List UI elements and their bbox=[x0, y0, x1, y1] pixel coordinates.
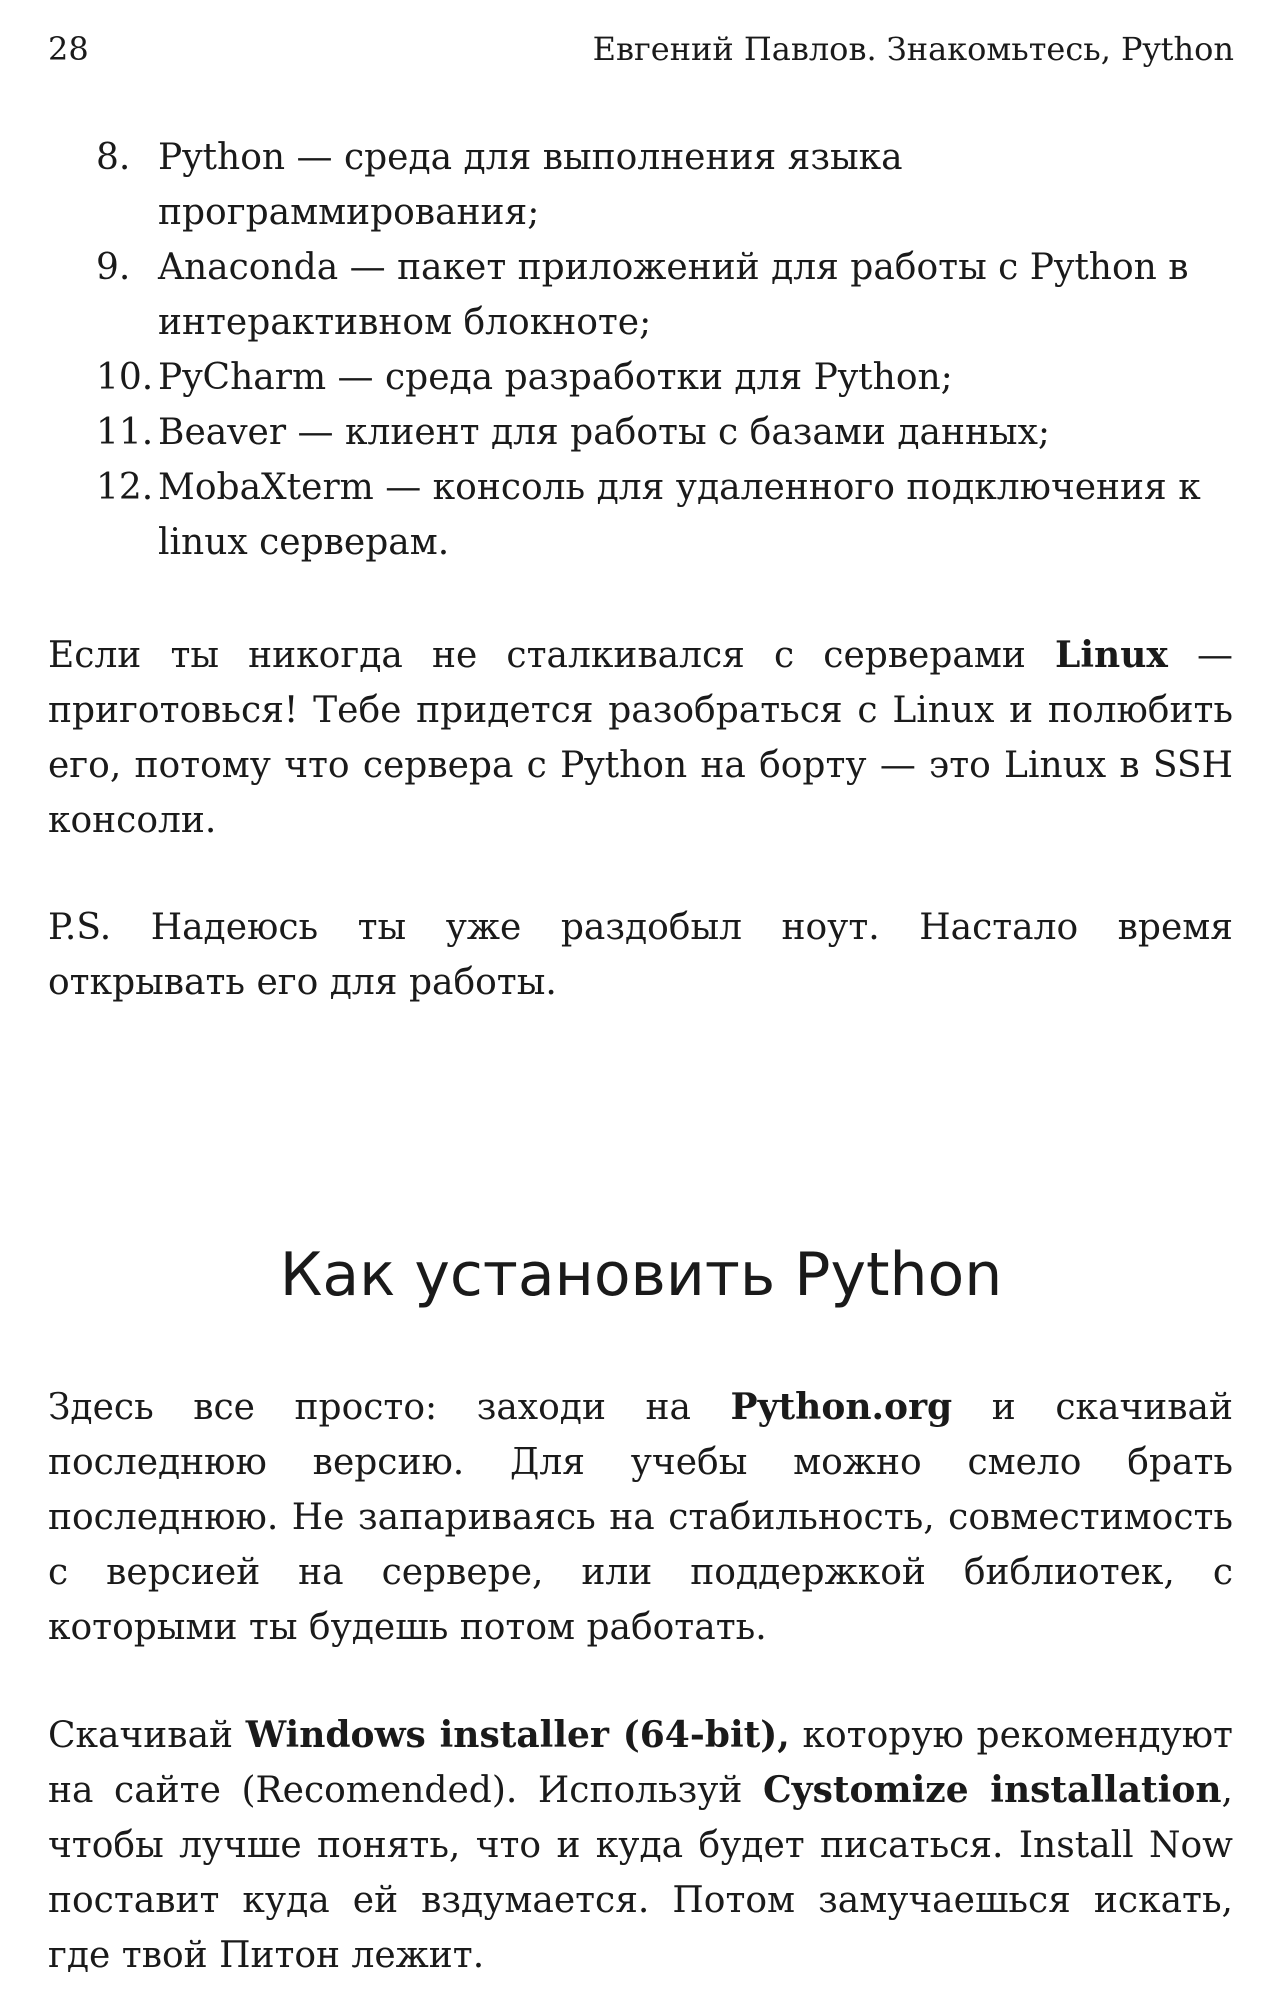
page-header bbox=[48, 30, 1234, 80]
section-heading: Как установить Python bbox=[279, 1240, 1003, 1310]
list-item-text: Anaconda — пакет приложений для работы с Python в интерактивном блокноте; bbox=[158, 247, 1189, 343]
page-number: 28 bbox=[48, 30, 89, 68]
paragraph-ps: P.S. Надеюсь ты уже раздобыл ноут. Настало время открывать его для работы. bbox=[48, 907, 1233, 1003]
list-item bbox=[48, 240, 1233, 350]
list-item-text: Python — среда для выполнения языка программирования; bbox=[158, 137, 903, 233]
bold-windows-installer: Windows installer (64-bit), bbox=[245, 1714, 790, 1756]
list-item-text: MobaXterm — консоль для удаленного подключения к linux серверам. bbox=[158, 467, 1201, 563]
text-run: Если ты никогда не сталкивался с серверами bbox=[48, 635, 1056, 676]
text-run: , чтобы лучше понять, что и куда будет писаться. Install Now поставит куда ей вздумается. Потом замучаешься искать, где твой Питон лежит. bbox=[48, 1770, 1233, 1976]
bold-customize-installation: Cystomize installation bbox=[763, 1769, 1222, 1811]
tool-list bbox=[48, 130, 1233, 570]
list-item-number: 10. bbox=[96, 357, 154, 398]
paragraph-python-org bbox=[48, 1380, 1233, 1655]
text-run: — приготовься! Тебе придется разобраться с Linux и полюбить его, потому что сервера с Python на борту — это Linux в SSH консоли. bbox=[48, 635, 1233, 841]
list-item bbox=[48, 405, 1233, 460]
text-run: и скачивай последнюю версию. Для учебы можно смело брать последнюю. Не запариваясь на стабильность, совместимость с версией на сервере, или поддержкой библиотек, с которыми ты будешь потом работать. bbox=[48, 1387, 1233, 1648]
list-item-number: 9. bbox=[96, 247, 131, 288]
running-title: Евгений Павлов. Знакомьтесь, Python bbox=[592, 30, 1234, 68]
list-item-text: PyCharm — среда разработки для Python; bbox=[158, 357, 953, 398]
bold-python-org: Python.org bbox=[730, 1386, 953, 1428]
list-item-text: Beaver — клиент для работы с базами данных; bbox=[158, 412, 1051, 453]
text-run: Скачивай bbox=[48, 1715, 246, 1756]
paragraph-installer bbox=[48, 1708, 1233, 1983]
list-item bbox=[48, 130, 1233, 240]
bold-linux: Linux bbox=[1055, 634, 1168, 676]
text-run: которую рекомендуют на сайте (Recomended). Используй bbox=[48, 1715, 1233, 1811]
paragraph-linux bbox=[48, 628, 1233, 848]
list-item bbox=[48, 350, 1233, 405]
list-item bbox=[48, 460, 1233, 570]
text-run: Здесь все просто: заходи на bbox=[48, 1387, 731, 1428]
list-item-number: 8. bbox=[96, 137, 131, 178]
list-item-number: 12. bbox=[96, 467, 154, 508]
list-item-number: 11. bbox=[96, 412, 154, 453]
